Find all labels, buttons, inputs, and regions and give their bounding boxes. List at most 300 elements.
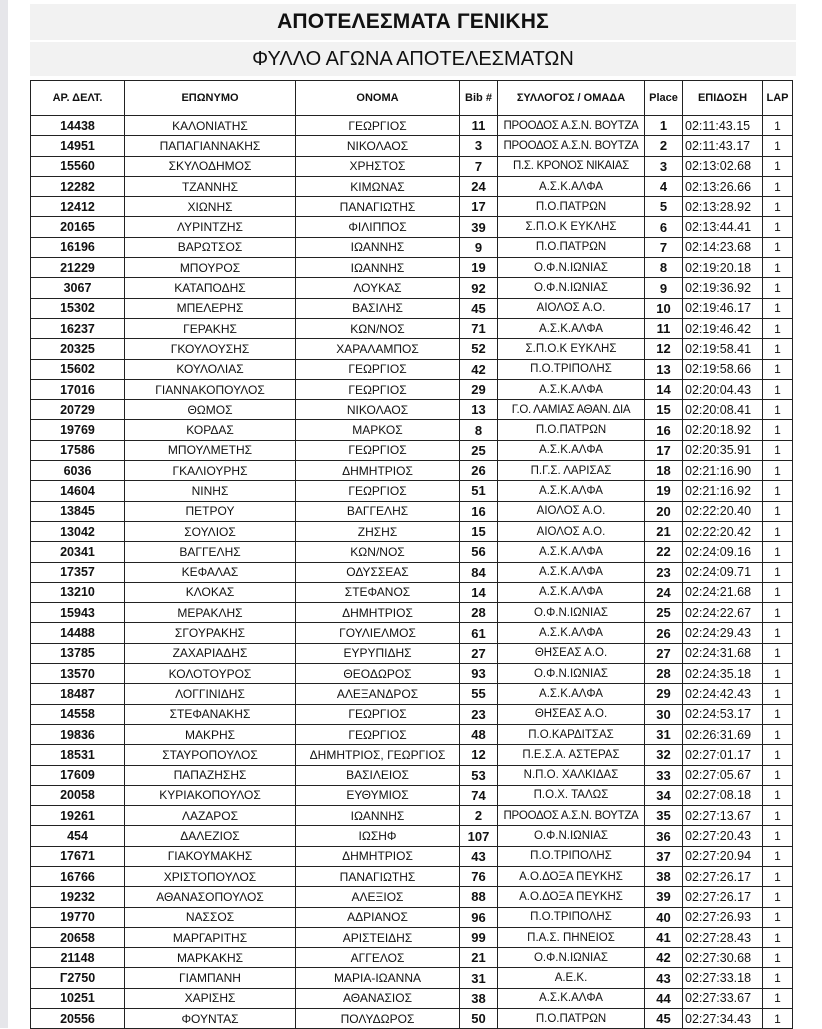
time-cell: 02:24:21.68 [683,582,763,602]
bib-cell: 3 [460,136,498,156]
place-cell: 37 [645,846,683,866]
subtitle-band [30,42,796,76]
surname-cell: ΒΑΓΓΕΛΗΣ [125,542,296,562]
license-number-cell: 20341 [31,542,125,562]
firstname-cell: ΔΗΜΗΤΡΙΟΣ [296,461,460,481]
license-number-cell: 19232 [31,887,125,907]
place-cell: 17 [645,440,683,460]
left-edge-strip [0,0,8,1028]
bib-cell: 9 [460,237,498,257]
bib-cell: 55 [460,684,498,704]
results-table [30,80,793,1029]
bib-cell: 27 [460,643,498,663]
table-row [31,684,793,704]
bib-cell: 15 [460,521,498,541]
firstname-cell: ΙΩΑΝΝΗΣ [296,258,460,278]
place-cell: 32 [645,745,683,765]
lap-cell: 1 [763,258,793,278]
time-cell: 02:22:20.42 [683,521,763,541]
table-row [31,136,793,156]
table-row [31,176,793,196]
lap-cell: 1 [763,501,793,521]
surname-cell: ΔΑΛΕΖΙΟΣ [125,826,296,846]
license-number-cell: 17357 [31,562,125,582]
place-cell: 36 [645,826,683,846]
table-row [31,643,793,663]
surname-cell: ΜΑΡΓΑΡΙΤΗΣ [125,927,296,947]
license-number-cell: 20165 [31,217,125,237]
place-cell: 30 [645,704,683,724]
time-cell: 02:24:53.17 [683,704,763,724]
firstname-cell: ΚΙΜΩΝΑΣ [296,176,460,196]
table-row [31,116,793,136]
license-number-cell: 17671 [31,846,125,866]
club-cell: Π.Ο.Χ. ΤΑΛΩΣ [498,785,645,805]
bib-cell: 16 [460,501,498,521]
license-number-cell: 21148 [31,948,125,968]
club-cell: Π.Ο.ΠΑΤΡΩΝ [498,420,645,440]
surname-cell: ΝΙΝΗΣ [125,481,296,501]
club-cell: Π.Ο.ΚΑΡΔΙΤΣΑΣ [498,724,645,744]
table-row [31,481,793,501]
time-cell: 02:27:20.94 [683,846,763,866]
page-subtitle: ΦΥΛΛΟ ΑΓΩΝΑ ΑΠΟΤΕΛΕΣΜΑΤΩΝ [252,47,574,70]
firstname-cell: ΓΕΩΡΓΙΟΣ [296,379,460,399]
lap-cell: 1 [763,339,793,359]
table-row [31,501,793,521]
license-number-cell: 20658 [31,927,125,947]
lap-cell: 1 [763,907,793,927]
firstname-cell: ΠΟΛΥΔΩΡΟΣ [296,1009,460,1029]
time-cell: 02:27:28.43 [683,927,763,947]
table-row [31,440,793,460]
club-cell: Α.Σ.Κ.ΑΛΦΑ [498,684,645,704]
lap-cell: 1 [763,481,793,501]
bib-cell: 50 [460,1009,498,1029]
table-row [31,968,793,988]
club-cell: Σ.Π.Ο.Κ ΕΥΚΛΗΣ [498,217,645,237]
surname-cell: ΑΘΑΝΑΣΟΠΟΥΛΟΣ [125,887,296,907]
place-cell: 16 [645,420,683,440]
club-cell: Α.Σ.Κ.ΑΛΦΑ [498,582,645,602]
table-row [31,664,793,684]
table-row [31,542,793,562]
bib-cell: 61 [460,623,498,643]
club-cell: Π.Ο.ΠΑΤΡΩΝ [498,237,645,257]
license-number-cell: 14604 [31,481,125,501]
col-header-place: Place [645,81,683,116]
club-cell: Α.Σ.Κ.ΑΛΦΑ [498,562,645,582]
club-cell: Γ.Ο. ΛΑΜΙΑΣ ΑΘΑΝ. ΔΙΑ [498,400,645,420]
club-cell: ΑΙΟΛΟΣ Α.Ο. [498,521,645,541]
firstname-cell: ΔΗΜΗΤΡΙΟΣ [296,603,460,623]
license-number-cell: 13210 [31,582,125,602]
table-row [31,461,793,481]
bib-cell: 43 [460,846,498,866]
club-cell: Π.Α.Σ. ΠΗΝΕΙΟΣ [498,927,645,947]
place-cell: 27 [645,643,683,663]
firstname-cell: ΔΗΜΗΤΡΙΟΣ, ΓΕΩΡΓΙΟΣ [296,745,460,765]
lap-cell: 1 [763,562,793,582]
firstname-cell: ΕΥΡΥΠΙΔΗΣ [296,643,460,663]
lap-cell: 1 [763,197,793,217]
lap-cell: 1 [763,237,793,257]
col-header-firstname: ΟΝΟΜΑ [296,81,460,116]
license-number-cell: 18531 [31,745,125,765]
bib-cell: 38 [460,988,498,1008]
lap-cell: 1 [763,461,793,481]
bib-cell: 19 [460,258,498,278]
results-body [31,116,793,1029]
lap-cell: 1 [763,521,793,541]
surname-cell: ΒΑΡΩΤΣΟΣ [125,237,296,257]
table-row [31,339,793,359]
club-cell: Π.Ο.ΤΡΙΠΟΛΗΣ [498,846,645,866]
firstname-cell: ΣΤΕΦΑΝΟΣ [296,582,460,602]
surname-cell: ΧΑΡΙΣΗΣ [125,988,296,1008]
surname-cell: ΓΙΑΝΝΑΚΟΠΟΥΛΟΣ [125,379,296,399]
firstname-cell: ΑΓΓΕΛΟΣ [296,948,460,968]
bib-cell: 7 [460,156,498,176]
license-number-cell: 16237 [31,318,125,338]
license-number-cell: 20325 [31,339,125,359]
firstname-cell: ΝΙΚΟΛΑΟΣ [296,136,460,156]
license-number-cell: 19261 [31,806,125,826]
firstname-cell: ΑΛΕΞΙΟΣ [296,887,460,907]
lap-cell: 1 [763,542,793,562]
time-cell: 02:21:16.90 [683,461,763,481]
place-cell: 31 [645,724,683,744]
place-cell: 22 [645,542,683,562]
col-header-time: ΕΠΙΔΟΣΗ [683,81,763,116]
surname-cell: ΜΑΡΚΑΚΗΣ [125,948,296,968]
place-cell: 3 [645,156,683,176]
surname-cell: ΚΑΛΟΝΙΑΤΗΣ [125,116,296,136]
table-row [31,278,793,298]
surname-cell: ΠΑΠΑΓΙΑΝΝΑΚΗΣ [125,136,296,156]
time-cell: 02:27:26.93 [683,907,763,927]
time-cell: 02:27:34.43 [683,1009,763,1029]
bib-cell: 17 [460,197,498,217]
lap-cell: 1 [763,318,793,338]
table-row [31,846,793,866]
table-row [31,379,793,399]
firstname-cell: ΓΕΩΡΓΙΟΣ [296,440,460,460]
surname-cell: ΜΠΟΥΡΟΣ [125,258,296,278]
club-cell: Π.Ε.Σ.Α. ΑΣΤΕΡΑΣ [498,745,645,765]
firstname-cell: ΑΘΑΝΑΣΙΟΣ [296,988,460,1008]
firstname-cell: ΚΩΝ/ΝΟΣ [296,318,460,338]
firstname-cell: ΒΑΣΙΛΕΙΟΣ [296,765,460,785]
club-cell: ΘΗΣΕΑΣ Α.Ο. [498,643,645,663]
time-cell: 02:20:35.91 [683,440,763,460]
col-header-lap: LAP [763,81,793,116]
firstname-cell: ΙΩΣΗΦ [296,826,460,846]
place-cell: 4 [645,176,683,196]
surname-cell: ΓΚΑΛΙΟΥΡΗΣ [125,461,296,481]
license-number-cell: 3067 [31,278,125,298]
table-row [31,765,793,785]
license-number-cell: 15560 [31,156,125,176]
license-number-cell: 6036 [31,461,125,481]
table-row [31,866,793,886]
club-cell: Ν.Π.Ο. ΧΑΛΚΙΔΑΣ [498,765,645,785]
surname-cell: ΛΑΖΑΡΟΣ [125,806,296,826]
table-row [31,927,793,947]
bib-cell: 53 [460,765,498,785]
place-cell: 29 [645,684,683,704]
surname-cell: ΚΟΥΛΟΛΙΑΣ [125,359,296,379]
place-cell: 34 [645,785,683,805]
firstname-cell: ΕΥΘΥΜΙΟΣ [296,785,460,805]
club-cell: Α.Σ.Κ.ΑΛΦΑ [498,379,645,399]
table-row [31,1009,793,1029]
table-row [31,237,793,257]
firstname-cell: ΓΕΩΡΓΙΟΣ [296,704,460,724]
time-cell: 02:19:46.42 [683,318,763,338]
license-number-cell: 10251 [31,988,125,1008]
license-number-cell: 20556 [31,1009,125,1029]
lap-cell: 1 [763,582,793,602]
firstname-cell: ΟΔΥΣΣΕΑΣ [296,562,460,582]
time-cell: 02:14:23.68 [683,237,763,257]
firstname-cell: ΙΩΑΝΝΗΣ [296,806,460,826]
lap-cell: 1 [763,623,793,643]
license-number-cell: 15943 [31,603,125,623]
surname-cell: ΓΕΡΑΚΗΣ [125,318,296,338]
license-number-cell: 16766 [31,866,125,886]
lap-cell: 1 [763,176,793,196]
club-cell: ΑΙΟΛΟΣ Α.Ο. [498,501,645,521]
firstname-cell: ΘΕΟΔΩΡΟΣ [296,664,460,684]
bib-cell: 93 [460,664,498,684]
surname-cell: ΤΖΑΝΝΗΣ [125,176,296,196]
col-header-surname: ΕΠΩΝΥΜΟ [125,81,296,116]
time-cell: 02:13:02.68 [683,156,763,176]
license-number-cell: 21229 [31,258,125,278]
table-row [31,420,793,440]
club-cell: Π.Ο.ΠΑΤΡΩΝ [498,197,645,217]
results-sheet [30,4,796,1029]
place-cell: 26 [645,623,683,643]
bib-cell: 51 [460,481,498,501]
lap-cell: 1 [763,603,793,623]
time-cell: 02:22:20.40 [683,501,763,521]
firstname-cell: ΓΕΩΡΓΙΟΣ [296,724,460,744]
lap-cell: 1 [763,704,793,724]
club-cell: Α.Σ.Κ.ΑΛΦΑ [498,176,645,196]
place-cell: 6 [645,217,683,237]
surname-cell: ΓΙΑΚΟΥΜΑΚΗΣ [125,846,296,866]
license-number-cell: 20729 [31,400,125,420]
bib-cell: 13 [460,400,498,420]
place-cell: 2 [645,136,683,156]
firstname-cell: ΓΕΩΡΓΙΟΣ [296,481,460,501]
lap-cell: 1 [763,156,793,176]
time-cell: 02:27:26.17 [683,866,763,886]
bib-cell: 25 [460,440,498,460]
club-cell: Α.Σ.Κ.ΑΛΦΑ [498,481,645,501]
table-row [31,623,793,643]
table-row [31,562,793,582]
surname-cell: ΜΠΕΛΕΡΗΣ [125,298,296,318]
place-cell: 9 [645,278,683,298]
surname-cell: ΚΑΤΑΠΟΔΗΣ [125,278,296,298]
table-row [31,217,793,237]
time-cell: 02:27:13.67 [683,806,763,826]
lap-cell: 1 [763,927,793,947]
bib-cell: 24 [460,176,498,196]
table-row [31,704,793,724]
place-cell: 20 [645,501,683,521]
bib-cell: 42 [460,359,498,379]
surname-cell: ΠΕΤΡΟΥ [125,501,296,521]
place-cell: 39 [645,887,683,907]
time-cell: 02:24:29.43 [683,623,763,643]
place-cell: 15 [645,400,683,420]
license-number-cell: 13845 [31,501,125,521]
time-cell: 02:24:09.16 [683,542,763,562]
time-cell: 02:26:31.69 [683,724,763,744]
club-cell: Α.Σ.Κ.ΑΛΦΑ [498,318,645,338]
bib-cell: 14 [460,582,498,602]
surname-cell: ΣΚΥΛΟΔΗΜΟΣ [125,156,296,176]
license-number-cell: 13570 [31,664,125,684]
lap-cell: 1 [763,116,793,136]
license-number-cell: 16196 [31,237,125,257]
lap-cell: 1 [763,724,793,744]
club-cell: Α.Ο.ΔΟΞΑ ΠΕΥΚΗΣ [498,866,645,886]
time-cell: 02:13:26.66 [683,176,763,196]
surname-cell: ΓΚΟΥΛΟΥΣΗΣ [125,339,296,359]
time-cell: 02:20:18.92 [683,420,763,440]
place-cell: 14 [645,379,683,399]
firstname-cell: ΠΑΝΑΓΙΩΤΗΣ [296,866,460,886]
place-cell: 1 [645,116,683,136]
firstname-cell: ΛΟΥΚΑΣ [296,278,460,298]
place-cell: 7 [645,237,683,257]
time-cell: 02:27:30.68 [683,948,763,968]
firstname-cell: ΠΑΝΑΓΙΩΤΗΣ [296,197,460,217]
table-row [31,785,793,805]
firstname-cell: ΧΡΗΣΤΟΣ [296,156,460,176]
license-number-cell: 14951 [31,136,125,156]
club-cell: ΑΙΟΛΟΣ Α.Ο. [498,298,645,318]
place-cell: 38 [645,866,683,886]
surname-cell: ΜΑΚΡΗΣ [125,724,296,744]
time-cell: 02:19:58.66 [683,359,763,379]
bib-cell: 26 [460,461,498,481]
license-number-cell: 14558 [31,704,125,724]
bib-cell: 45 [460,298,498,318]
lap-cell: 1 [763,826,793,846]
bib-cell: 99 [460,927,498,947]
bib-cell: 84 [460,562,498,582]
license-number-cell: 17586 [31,440,125,460]
table-row [31,948,793,968]
lap-cell: 1 [763,806,793,826]
surname-cell: ΚΕΦΑΛΑΣ [125,562,296,582]
time-cell: 02:27:26.17 [683,887,763,907]
table-row [31,826,793,846]
time-cell: 02:21:16.92 [683,481,763,501]
surname-cell: ΛΥΡΙΝΤΖΗΣ [125,217,296,237]
club-cell: Π.Ο.ΤΡΙΠΟΛΗΣ [498,907,645,927]
place-cell: 42 [645,948,683,968]
club-cell: ΘΗΣΕΑΣ Α.Ο. [498,704,645,724]
lap-cell: 1 [763,684,793,704]
place-cell: 13 [645,359,683,379]
firstname-cell: ΦΙΛΙΠΠΟΣ [296,217,460,237]
bib-cell: 96 [460,907,498,927]
club-cell: Π.Ο.ΠΑΤΡΩΝ [498,1009,645,1029]
firstname-cell: ΙΩΑΝΝΗΣ [296,237,460,257]
license-number-cell: 12282 [31,176,125,196]
table-row [31,156,793,176]
time-cell: 02:24:22.67 [683,603,763,623]
place-cell: 28 [645,664,683,684]
firstname-cell: ΖΗΣΗΣ [296,521,460,541]
club-cell: Σ.Π.Ο.Κ ΕΥΚΛΗΣ [498,339,645,359]
table-row [31,318,793,338]
time-cell: 02:19:46.17 [683,298,763,318]
table-row [31,907,793,927]
firstname-cell: ΑΔΡΙΑΝΟΣ [296,907,460,927]
time-cell: 02:11:43.17 [683,136,763,156]
firstname-cell: ΓΕΩΡΓΙΟΣ [296,359,460,379]
place-cell: 21 [645,521,683,541]
place-cell: 41 [645,927,683,947]
surname-cell: ΧΙΩΝΗΣ [125,197,296,217]
license-number-cell: 17609 [31,765,125,785]
license-number-cell: 20058 [31,785,125,805]
time-cell: 02:27:08.18 [683,785,763,805]
place-cell: 44 [645,988,683,1008]
license-number-cell: 14488 [31,623,125,643]
time-cell: 02:24:35.18 [683,664,763,684]
lap-cell: 1 [763,785,793,805]
table-row [31,724,793,744]
lap-cell: 1 [763,217,793,237]
surname-cell: ΠΑΠΑΖΗΣΗΣ [125,765,296,785]
table-row [31,887,793,907]
bib-cell: 39 [460,217,498,237]
surname-cell: ΣΤΑΥΡΟΠΟΥΛΟΣ [125,745,296,765]
firstname-cell: ΚΩΝ/ΝΟΣ [296,542,460,562]
surname-cell: ΣΤΕΦΑΝΑΚΗΣ [125,704,296,724]
bib-cell: 28 [460,603,498,623]
surname-cell: ΖΑΧΑΡΙΑΔΗΣ [125,643,296,663]
license-number-cell: 19769 [31,420,125,440]
lap-cell: 1 [763,765,793,785]
bib-cell: 2 [460,806,498,826]
table-row [31,603,793,623]
table-row [31,745,793,765]
lap-cell: 1 [763,988,793,1008]
club-cell: Α.Ε.Κ. [498,968,645,988]
license-number-cell: 12412 [31,197,125,217]
license-number-cell: 14438 [31,116,125,136]
time-cell: 02:24:42.43 [683,684,763,704]
firstname-cell: ΝΙΚΟΛΑΟΣ [296,400,460,420]
club-cell: Α.Σ.Κ.ΑΛΦΑ [498,440,645,460]
firstname-cell: ΒΑΣΙΛΗΣ [296,298,460,318]
col-header-license: ΑΡ. ΔΕΛΤ. [31,81,125,116]
license-number-cell: 15302 [31,298,125,318]
lap-cell: 1 [763,359,793,379]
time-cell: 02:13:28.92 [683,197,763,217]
club-cell: Α.Σ.Κ.ΑΛΦΑ [498,542,645,562]
